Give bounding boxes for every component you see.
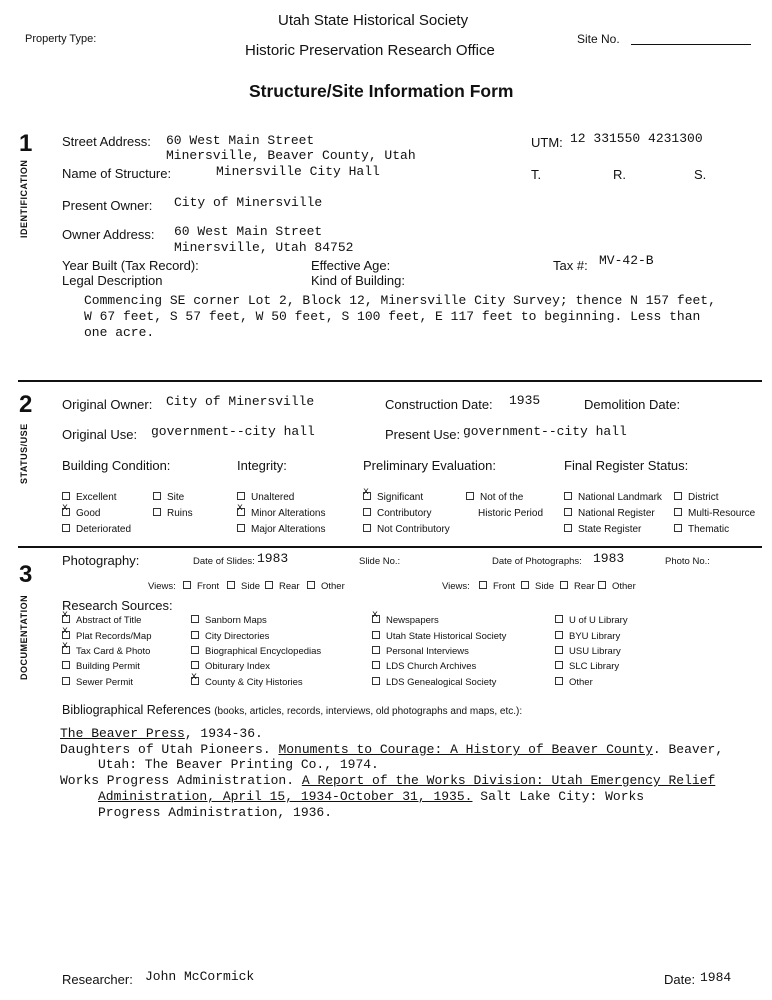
reference-3-publisher: Salt Lake City: Works: [472, 789, 645, 804]
checkbox-box-checked[interactable]: [62, 646, 70, 654]
checkbox-box[interactable]: [521, 581, 529, 589]
checkbox-box[interactable]: [564, 508, 572, 516]
source-taxcard[interactable]: [62, 646, 150, 657]
photo-views-label: Views:: [442, 581, 470, 592]
checkbox-good[interactable]: [62, 508, 100, 519]
site-no-line: [631, 44, 751, 45]
structure-name-value: Minersville City Hall: [216, 164, 380, 179]
checkbox-box[interactable]: [153, 508, 161, 516]
historic-period-label: Historic Period: [478, 508, 544, 519]
photo-view-side[interactable]: [521, 581, 554, 592]
checkbox-box[interactable]: [237, 524, 245, 532]
photo-view-front[interactable]: [479, 581, 515, 592]
source-other[interactable]: [555, 677, 593, 688]
reference-3-title-cont: Administration, April 15, 1934-October 31, 1935.: [98, 789, 473, 804]
source-newspapers[interactable]: [372, 615, 439, 626]
source-slc[interactable]: [555, 661, 619, 672]
checkbox-box[interactable]: [62, 524, 70, 532]
source-plat[interactable]: [62, 631, 152, 642]
source-citydir[interactable]: [191, 631, 269, 642]
biblio-label: Bibliographical References: [62, 703, 211, 717]
checkbox-label: Side: [241, 581, 261, 592]
bibliographical-references-heading: [62, 703, 522, 717]
checkbox-label: Sewer Permit: [76, 677, 134, 688]
checkbox-box-checked[interactable]: [62, 615, 70, 623]
utm-label: UTM:: [531, 135, 563, 150]
section-divider-1: [18, 380, 762, 382]
checkbox-label: Plat Records/Map: [76, 631, 152, 642]
checkbox-label: USU Library: [569, 646, 621, 657]
checkbox-box[interactable]: [62, 677, 70, 685]
checkbox-box[interactable]: [191, 661, 199, 669]
checkbox-label: Major Alterations: [251, 524, 326, 535]
office-name: Historic Preservation Research Office: [245, 42, 495, 59]
street-address-label: Street Address:: [62, 134, 151, 149]
checkbox-label: Newspapers: [386, 615, 439, 626]
checkbox-box-checked[interactable]: [363, 492, 371, 500]
checkbox-box[interactable]: [62, 661, 70, 669]
source-sewer[interactable]: [62, 677, 133, 688]
researcher-value: John McCormick: [145, 969, 255, 984]
construction-date-label: Construction Date:: [385, 397, 493, 412]
checkbox-label: Ruins: [167, 508, 193, 519]
research-sources-label: Research Sources:: [62, 598, 173, 613]
street-address-line1: 60 West Main Street: [166, 133, 315, 148]
preliminary-evaluation-label: Preliminary Evaluation:: [363, 458, 496, 473]
checkbox-not-of-the[interactable]: [466, 492, 523, 503]
section-divider-2: [18, 546, 762, 548]
checkbox-box[interactable]: [555, 646, 563, 654]
demolition-date-label: Demolition Date:: [584, 397, 681, 412]
checkbox-box[interactable]: [62, 492, 70, 500]
source-usu[interactable]: [555, 646, 621, 657]
photo-view-other[interactable]: [598, 581, 636, 592]
checkbox-box[interactable]: [564, 524, 572, 532]
checkbox-box-checked[interactable]: [62, 508, 70, 516]
checkbox-box[interactable]: [191, 615, 199, 623]
slide-views-label: Views:: [148, 581, 176, 592]
year-built-label: Year Built (Tax Record):: [62, 258, 199, 273]
checkbox-box[interactable]: [674, 524, 682, 532]
checkbox-label: SLC Library: [569, 661, 620, 672]
r-label: R.: [613, 167, 626, 182]
checkbox-label: Deteriorated: [76, 524, 132, 535]
reference-2-place: . Beaver,: [652, 742, 724, 757]
checkbox-label: Utah State Historical Society: [386, 631, 507, 642]
slide-view-other[interactable]: [307, 581, 345, 592]
checkbox-label: Other: [321, 581, 345, 592]
effective-age-label: Effective Age:: [311, 258, 391, 273]
checkbox-box-checked[interactable]: [191, 677, 199, 685]
checkbox-box[interactable]: [265, 581, 273, 589]
checkbox-box[interactable]: [191, 646, 199, 654]
reference-3: [60, 773, 715, 788]
checkbox-box[interactable]: [555, 615, 563, 623]
checkbox-ruins[interactable]: [153, 508, 193, 519]
original-use-value: government--city hall: [151, 424, 315, 439]
checkbox-label: Multi-Resource: [688, 508, 756, 519]
source-lds-archives[interactable]: [372, 661, 476, 672]
checkbox-site[interactable]: [153, 492, 184, 503]
source-interviews[interactable]: [372, 646, 469, 657]
checkbox-box[interactable]: [183, 581, 191, 589]
checkbox-label: National Register: [578, 508, 655, 519]
checkbox-label: Good: [76, 508, 101, 519]
checkbox-label: State Register: [578, 524, 642, 535]
slide-view-side[interactable]: [227, 581, 260, 592]
checkbox-label: Other: [569, 677, 593, 688]
checkbox-label: Rear: [574, 581, 595, 592]
checkbox-unaltered[interactable]: [237, 492, 294, 503]
checkbox-label: Personal Interviews: [386, 646, 469, 657]
checkbox-box[interactable]: [555, 631, 563, 639]
checkbox-box-checked[interactable]: [62, 631, 70, 639]
checkbox-box[interactable]: [153, 492, 161, 500]
checkbox-excellent[interactable]: [62, 492, 117, 503]
checkbox-label: BYU Library: [569, 631, 621, 642]
checkbox-label: National Landmark: [578, 492, 662, 503]
checkbox-label: LDS Genealogical Society: [386, 677, 497, 688]
checkbox-box[interactable]: [598, 581, 606, 589]
checkbox-label: District: [688, 492, 719, 503]
checkbox-box[interactable]: [560, 581, 568, 589]
checkbox-label: Sanborn Maps: [205, 615, 267, 626]
checkbox-label: Unaltered: [251, 492, 295, 503]
researcher-label: Researcher:: [62, 972, 133, 987]
reference-1-rest: , 1934-36.: [184, 726, 263, 741]
site-no-label: Site No.: [577, 32, 620, 46]
checkbox-box-checked[interactable]: [237, 508, 245, 516]
source-ushs[interactable]: [372, 631, 506, 642]
checkbox-box[interactable]: [372, 677, 380, 685]
checkbox-national-landmark[interactable]: [564, 492, 662, 503]
present-owner-value: City of Minersville: [174, 195, 323, 210]
checkbox-label: Site: [167, 492, 185, 503]
source-byu[interactable]: [555, 631, 620, 642]
checkbox-contributory[interactable]: [363, 508, 431, 519]
checkbox-box[interactable]: [372, 646, 380, 654]
form-title: Structure/Site Information Form: [249, 81, 514, 101]
checkbox-label: Front: [493, 581, 516, 592]
checkbox-box[interactable]: [363, 508, 371, 516]
source-sanborn[interactable]: [191, 615, 267, 626]
slide-view-front[interactable]: [183, 581, 219, 592]
final-register-label: Final Register Status:: [564, 458, 689, 473]
checkbox-label: County & City Histories: [205, 677, 303, 688]
checkbox-label: Building Permit: [76, 661, 140, 672]
section-3-label: DOCUMENTATION: [19, 594, 29, 680]
slide-view-rear[interactable]: [265, 581, 300, 592]
date-value: 1984: [700, 970, 732, 985]
photo-view-rear[interactable]: [560, 581, 595, 592]
checkbox-minor-alterations[interactable]: [237, 508, 325, 519]
building-condition-label: Building Condition:: [62, 458, 171, 473]
legal-description-line1: Commencing SE corner Lot 2, Block 12, Minersville City Survey; thence N 157 feet,: [84, 293, 716, 308]
structure-name-label: Name of Structure:: [62, 166, 172, 181]
source-uofu[interactable]: [555, 615, 628, 626]
checkbox-box[interactable]: [466, 492, 474, 500]
t-label: T.: [531, 167, 542, 182]
checkbox-box[interactable]: [674, 508, 682, 516]
reference-1: [60, 726, 263, 741]
checkbox-label: Abstract of Title: [76, 615, 142, 626]
owner-address-line1: 60 West Main Street: [174, 224, 323, 239]
checkbox-deteriorated[interactable]: [62, 524, 131, 535]
section-2-number: 2: [19, 391, 33, 418]
source-obit[interactable]: [191, 661, 270, 672]
checkbox-box[interactable]: [564, 492, 572, 500]
utm-value: 12 331550 4231300: [570, 131, 703, 146]
original-owner-value: City of Minersville: [166, 394, 315, 409]
construction-date-value: 1935: [509, 393, 541, 408]
checkbox-label: Rear: [279, 581, 300, 592]
checkbox-label: Excellent: [76, 492, 117, 503]
present-use-label: Present Use:: [385, 427, 461, 442]
reference-3-line2: [98, 789, 644, 804]
checkbox-label: Side: [535, 581, 555, 592]
checkbox-multi-resource[interactable]: [674, 508, 755, 519]
checkbox-district[interactable]: [674, 492, 719, 503]
biblio-note: (books, articles, records, interviews, old photographs and maps, etc.):: [214, 706, 523, 717]
checkbox-label: U of U Library: [569, 615, 628, 626]
checkbox-box[interactable]: [372, 661, 380, 669]
reference-3-title: A Report of the Works Division: Utah Emergency Relief: [301, 773, 716, 788]
reference-3-line3: Progress Administration, 1936.: [98, 805, 333, 820]
date-label: Date:: [664, 972, 696, 987]
date-of-photographs-label: Date of Photographs:: [492, 556, 582, 567]
reference-2-title: Monuments to Courage: A History of Beaver County: [278, 742, 653, 757]
checkbox-state-register[interactable]: [564, 524, 641, 535]
kind-of-building-label: Kind of Building:: [311, 273, 405, 288]
integrity-label: Integrity:: [237, 458, 287, 473]
checkbox-label: LDS Church Archives: [386, 661, 477, 672]
owner-address-line2: Minersville, Utah 84752: [174, 240, 354, 255]
street-address-line2: Minersville, Beaver County, Utah: [166, 148, 416, 163]
original-use-label: Original Use:: [62, 427, 138, 442]
checkbox-box[interactable]: [191, 631, 199, 639]
checkbox-not-contributory[interactable]: [363, 524, 450, 535]
checkbox-box[interactable]: [555, 677, 563, 685]
tax-value: MV-42-B: [599, 253, 654, 268]
date-of-slides-label: Date of Slides:: [193, 556, 255, 567]
owner-address-label: Owner Address:: [62, 227, 155, 242]
section-2-label: STATUS/USE: [19, 423, 29, 484]
present-owner-label: Present Owner:: [62, 198, 153, 213]
checkbox-box[interactable]: [363, 524, 371, 532]
photography-label: Photography:: [62, 553, 140, 568]
checkbox-national-register[interactable]: [564, 508, 655, 519]
source-county[interactable]: [191, 677, 303, 688]
checkbox-box[interactable]: [555, 661, 563, 669]
present-use-value: government--city hall: [463, 424, 627, 439]
checkbox-label: Contributory: [377, 508, 432, 519]
checkbox-box[interactable]: [479, 581, 487, 589]
source-bio[interactable]: [191, 646, 321, 657]
reference-2-line2: Utah: The Beaver Printing Co., 1974.: [98, 757, 379, 772]
checkbox-box[interactable]: [237, 492, 245, 500]
checkbox-label: City Directories: [205, 631, 270, 642]
slide-no-label: Slide No.:: [359, 556, 401, 567]
s-label: S.: [694, 167, 707, 182]
date-of-photographs-value: 1983: [593, 551, 625, 566]
checkbox-label: Tax Card & Photo: [76, 646, 151, 657]
reference-2: [60, 742, 723, 757]
reference-3-author: Works Progress Administration.: [60, 773, 302, 788]
property-type-label: Property Type:: [25, 33, 97, 45]
original-owner-label: Original Owner:: [62, 397, 153, 412]
checkbox-major-alterations[interactable]: [237, 524, 325, 535]
checkbox-label: Minor Alterations: [251, 508, 326, 519]
section-1-label: IDENTIFICATION: [19, 159, 29, 238]
section-1-number: 1: [19, 130, 33, 157]
date-of-slides-value: 1983: [257, 551, 289, 566]
checkbox-label: Other: [612, 581, 636, 592]
source-abstract[interactable]: [62, 615, 141, 626]
legal-description-label: Legal Description: [62, 273, 163, 288]
tax-label: Tax #:: [553, 258, 588, 273]
checkbox-thematic[interactable]: [674, 524, 729, 535]
source-permit[interactable]: [62, 661, 140, 672]
checkbox-significant[interactable]: [363, 492, 423, 503]
checkbox-label: Obiturary Index: [205, 661, 270, 672]
reference-1-title: The Beaver Press: [60, 726, 185, 741]
checkbox-label: Thematic: [688, 524, 730, 535]
legal-description-line2: W 67 feet, S 57 feet, W 50 feet, S 100 feet, E 117 feet to beginning. Less than: [84, 309, 701, 324]
checkbox-box[interactable]: [227, 581, 235, 589]
checkbox-label: Biographical Encyclopedias: [205, 646, 322, 657]
org-name: Utah State Historical Society: [278, 12, 469, 29]
checkbox-label: Not of the: [480, 492, 524, 503]
legal-description-line3: one acre.: [84, 325, 155, 340]
checkbox-box[interactable]: [307, 581, 315, 589]
photo-no-label: Photo No.:: [665, 556, 710, 567]
reference-2-author: Daughters of Utah Pioneers.: [60, 742, 279, 757]
checkbox-box-checked[interactable]: [372, 615, 380, 623]
checkbox-label: Front: [197, 581, 220, 592]
checkbox-box[interactable]: [372, 631, 380, 639]
checkbox-label: Significant: [377, 492, 424, 503]
source-lds-gen[interactable]: [372, 677, 496, 688]
checkbox-label: Not Contributory: [377, 524, 450, 535]
checkbox-box[interactable]: [674, 492, 682, 500]
section-3-number: 3: [19, 561, 33, 588]
